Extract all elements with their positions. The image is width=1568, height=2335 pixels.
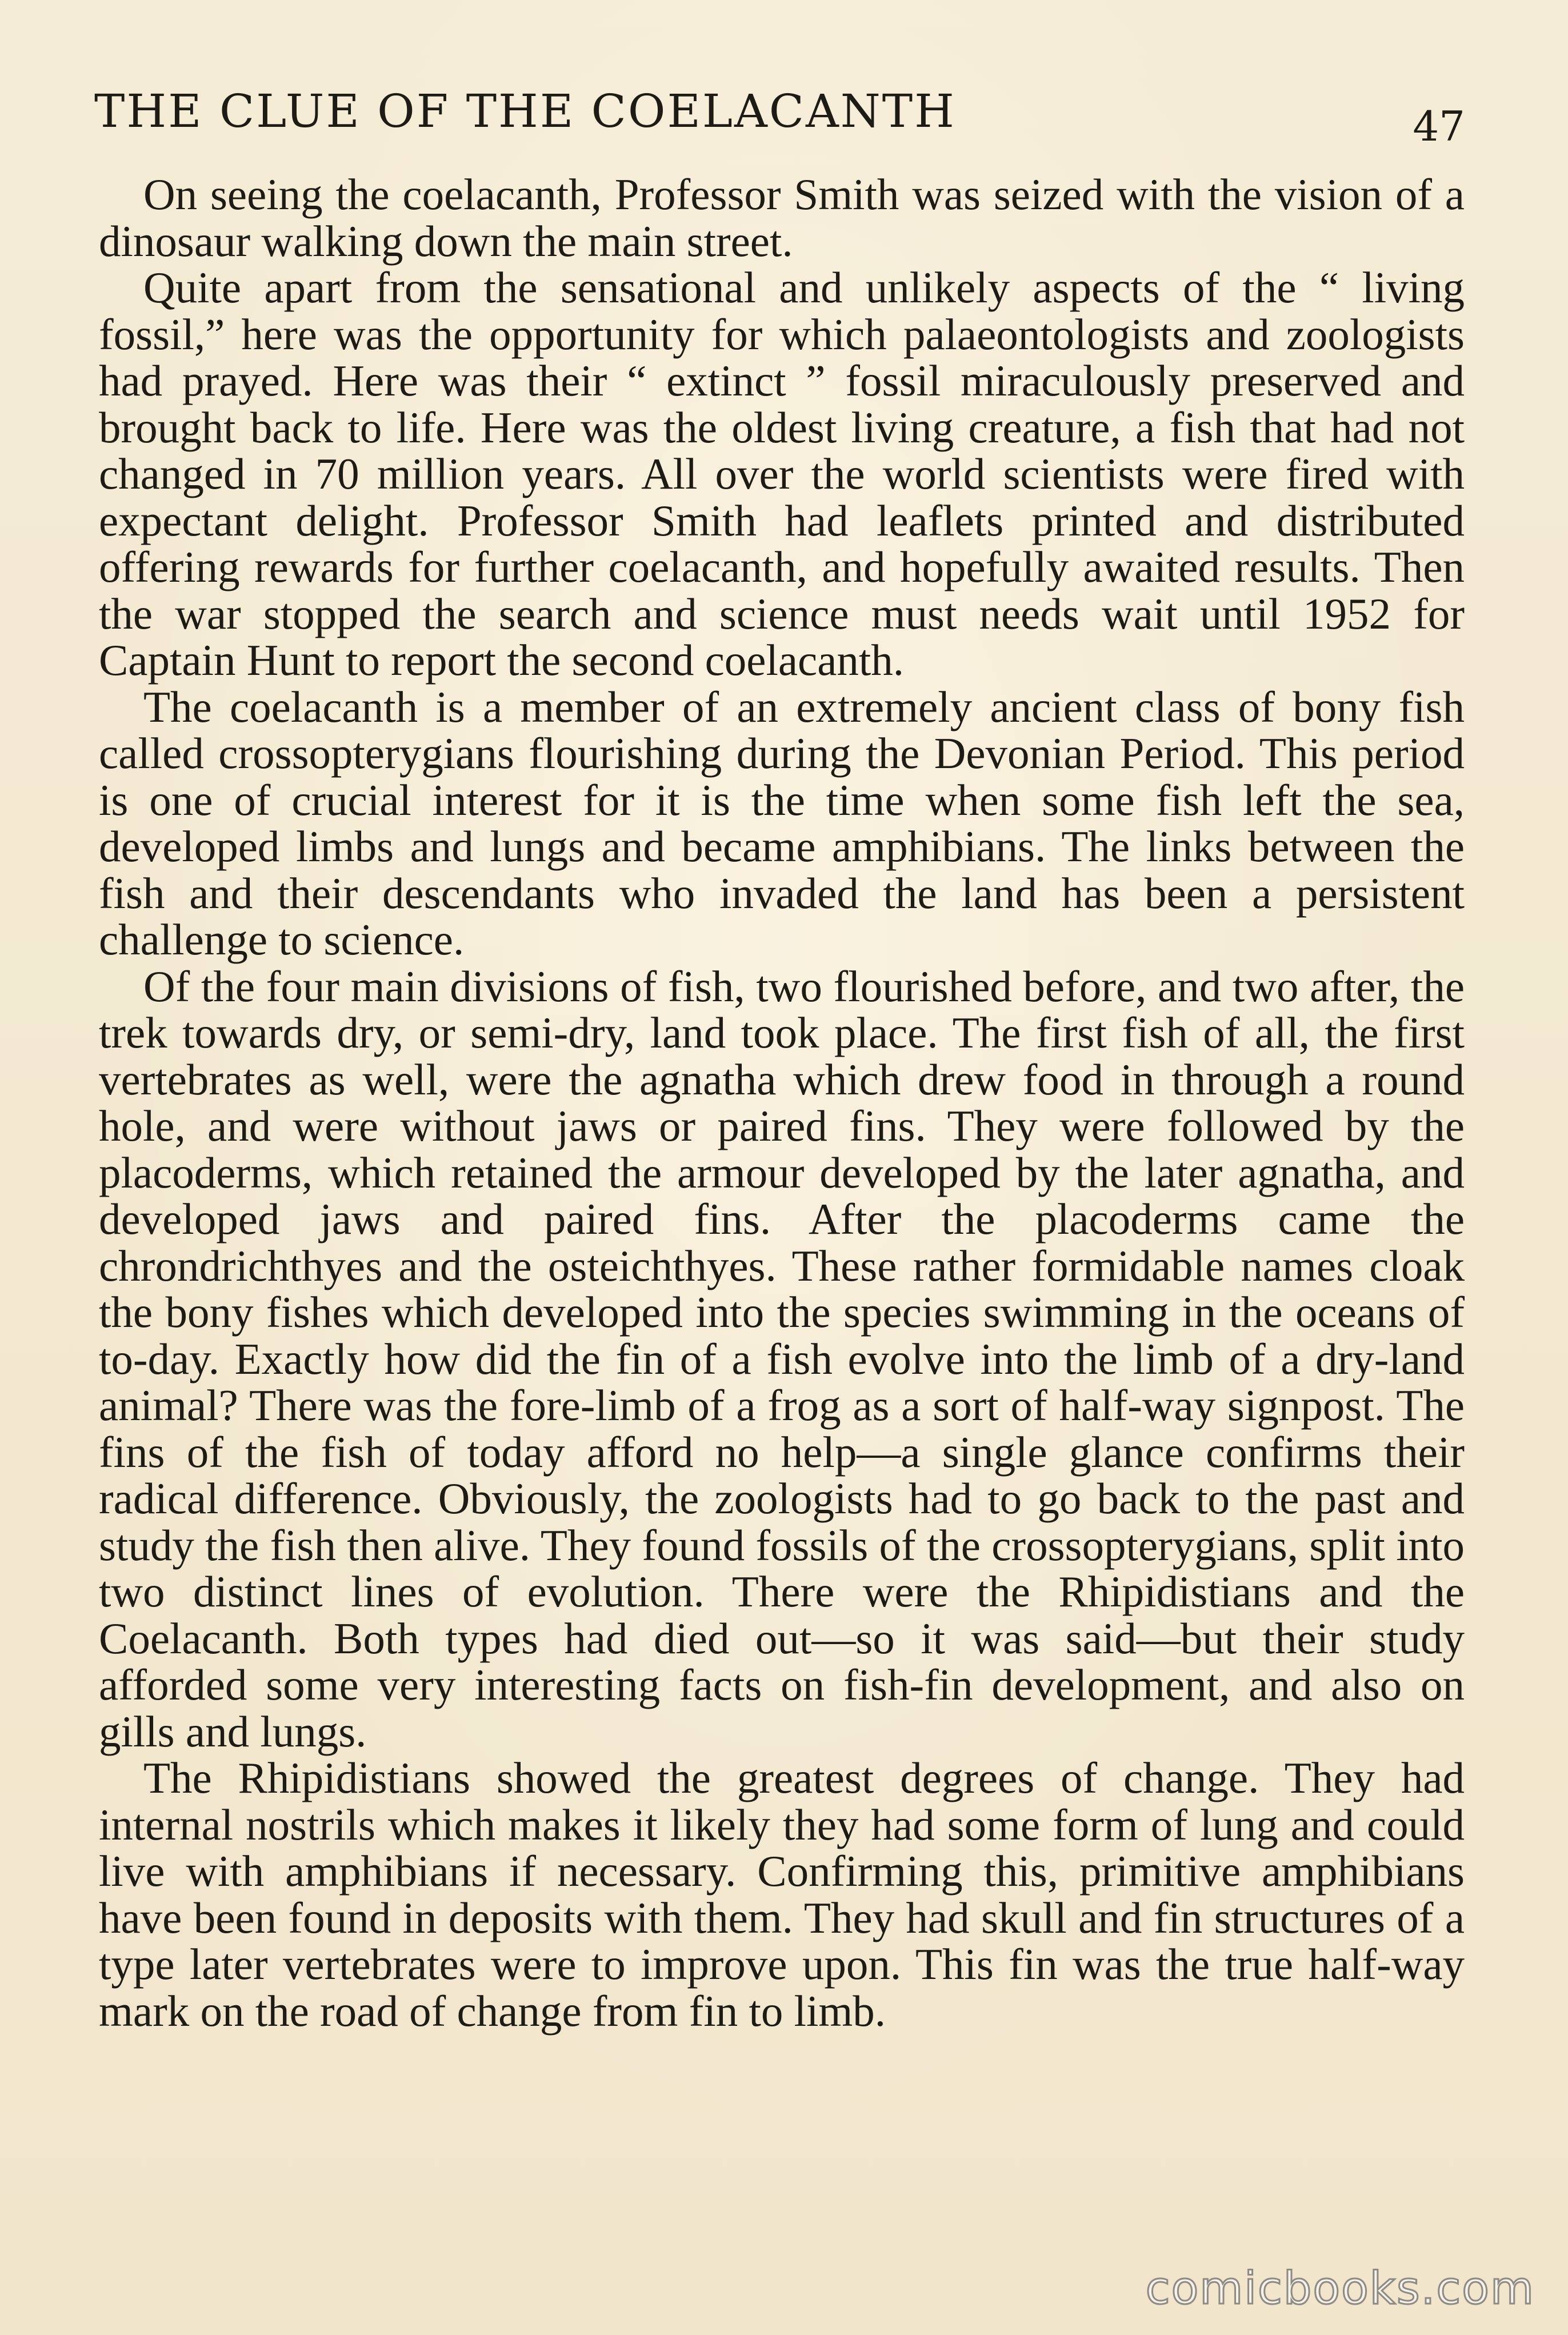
- running-head: THE CLUE OF THE COELACANTH: [94, 85, 956, 138]
- paragraph-2: Quite apart from the sensational and unlikely aspects of the “ living fossil,” here was the opportunity for which palaeontologists and zoologists had prayed. Here was their “ extinct ” fossil miraculously preserved and brought back to life. Here was the oldest living creature, a fish that had not changed in 70 million years. All over the world scientists were fired with expectant delight. Professor Smith had leaflets printed and distributed offering rewards for further coelacanth, and hopefully awaited results. Then the war stopped the search and science must needs wait until 1952 for Captain Hunt to report the second coelacanth.: [99, 263, 1465, 685]
- paragraph-5: The Rhipidistians showed the greatest degrees of change. They had internal nostrils which makes it likely they had some form of lung and could live with amphibians if necessary. Confirming this, primitive amphibians have been found in deposits with them. They had skull and fin structures of a type later vertebrates were to improve upon. This fin was the true half-way mark on the road of change from fin to limb.: [99, 1753, 1465, 2036]
- page-header: [94, 80, 1465, 150]
- watermark: comicbooks.com: [1145, 2263, 1535, 2314]
- page-number: 47: [1413, 102, 1465, 150]
- paragraph-3: The coelacanth is a member of an extremely ancient class of bony fish called crossopterygians flourishing during the Devonian Period. This period is one of crucial interest for it is the time when some fish left the sea, developed limbs and lungs and became amphibians. The links between the fish and their descendants who invaded the land has been a persistent challenge to science.: [99, 682, 1465, 964]
- paragraph-4: Of the four main divisions of fish, two flourished before, and two after, the trek towards dry, or semi-dry, land took place. The first fish of all, the first vertebrates as well, were the agnatha which drew food in through a round hole, and were without jaws or paired fins. They were followed by the placoderms, which retained the armour developed by the later agnatha, and developed jaws and paired fins. After the placoderms came the chrondrichthyes and the osteichthyes. These rather formidable names cloak the bony fishes which developed into the species swimming in the oceans of to-day. Exactly how did the fin of a fish evolve into the limb of a dry-land animal? There was the fore-limb of a frog as a sort of half-way signpost. The fins of the fish of today afford no help—a single glance confirms their radical difference. Obviously, the zoologists had to go back to the past and study the fish then alive. They found fossils of the crossopterygians, split into two distinct lines of evolution. There were the Rhipidistians and the Coelacanth. Both types had died out—so it was said—but their study afforded some very interesting facts on fish-fin development, and also on gills and lungs.: [99, 961, 1465, 1756]
- paragraph-1: On seeing the coelacanth, Professor Smith was seized with the vision of a dinosaur walking down the main street.: [99, 170, 1465, 266]
- body-text: [99, 171, 1465, 2034]
